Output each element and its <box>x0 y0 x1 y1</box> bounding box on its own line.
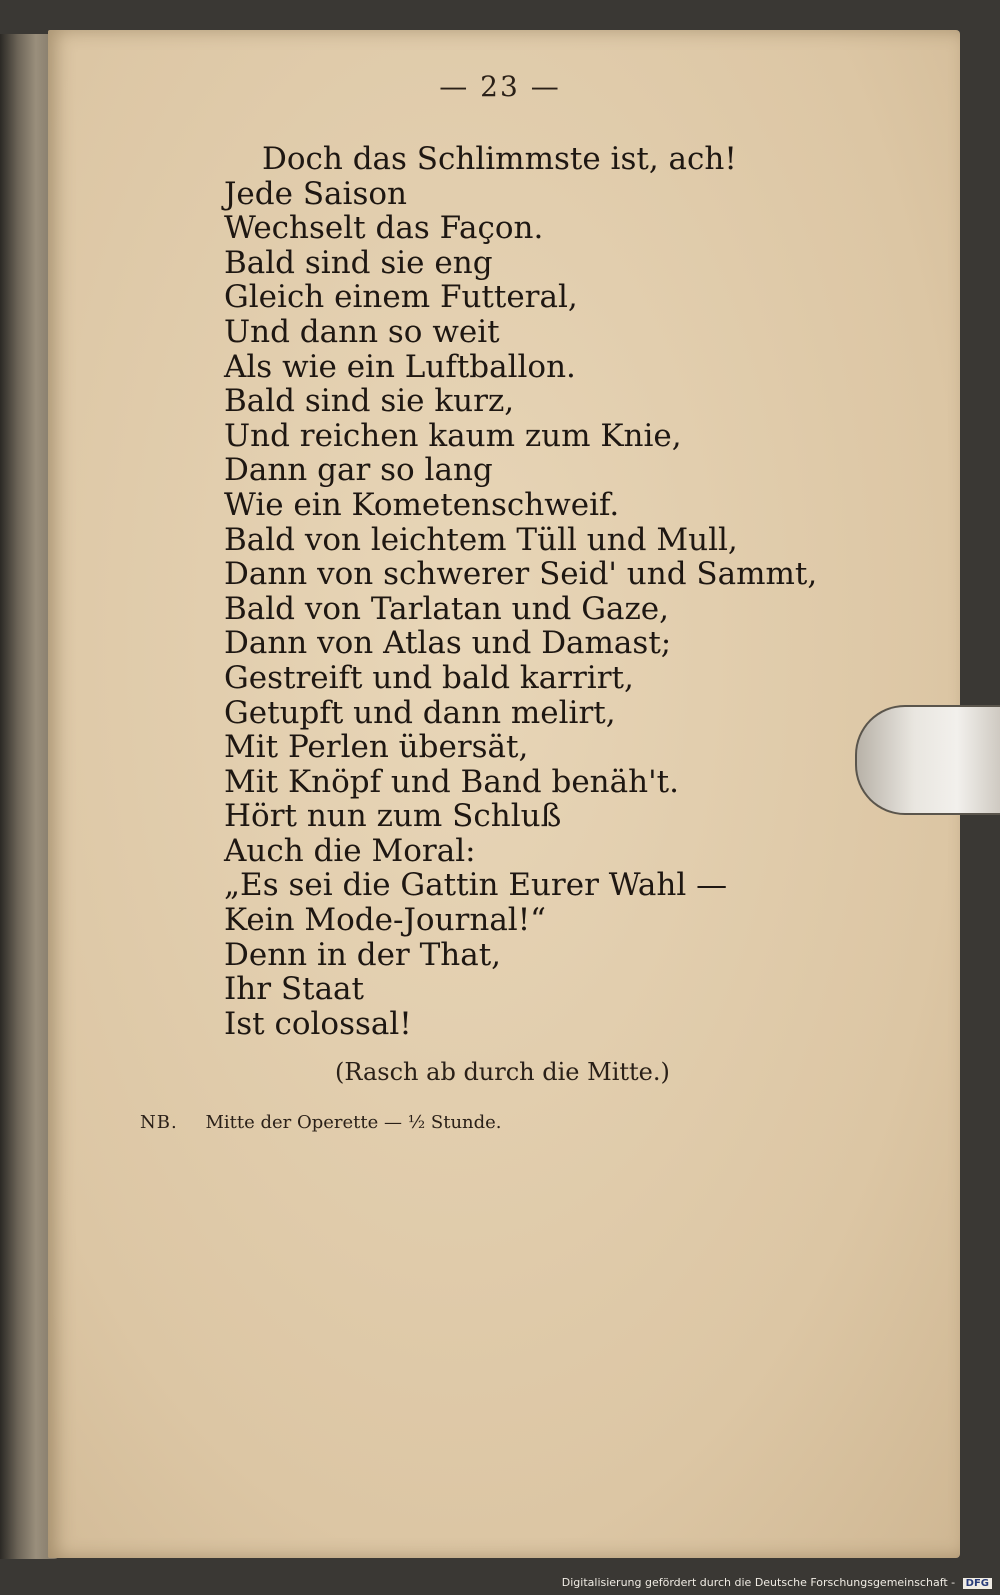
verse-line: Doch das Schlimmste ist, ach! <box>262 141 737 177</box>
verse-line: „Es sei die Gattin Eurer Wahl — <box>224 867 728 904</box>
verse-line: Ist colossal! <box>224 1005 412 1042</box>
footnote <box>140 1112 502 1133</box>
verse-line: Wie ein Kometenschweif. <box>224 486 620 523</box>
page-clip <box>855 705 1000 815</box>
verse-block <box>224 142 817 1041</box>
verse-line: Und reichen kaum zum Knie, <box>224 417 682 454</box>
verse-line: Dann gar so lang <box>224 452 493 489</box>
verse-line: Mit Perlen übersät, <box>224 729 529 766</box>
verse-line: Und dann so weit <box>224 313 500 350</box>
verse-line: Bald von Tarlatan und Gaze, <box>224 590 670 627</box>
verse-line: Bald sind sie kurz, <box>224 383 515 420</box>
verse-line: Bald von leichtem Tüll und Mull, <box>224 521 738 558</box>
footnote-text: Mitte der Operette — ½ Stunde. <box>205 1112 502 1133</box>
verse-line: Dann von Atlas und Damast; <box>224 625 672 662</box>
verse-line: Auch die Moral: <box>224 832 476 869</box>
verse-line: Mit Knöpf und Band benäh't. <box>224 763 679 800</box>
verse-line: Gleich einem Futteral, <box>224 279 578 316</box>
footnote-label: NB. <box>140 1112 178 1133</box>
verse-line: Gestreift und bald karrirt, <box>224 659 634 696</box>
verse-line: Jede Saison <box>224 175 407 212</box>
verse-line: Bald sind sie eng <box>224 244 493 281</box>
stage-direction: (Rasch ab durch die Mitte.) <box>335 1058 670 1086</box>
verse-line: Hört nun zum Schluß <box>224 798 562 835</box>
credit-text: Digitalisierung gefördert durch die Deutsche Forschungsgemeinschaft - <box>561 1576 956 1589</box>
verse-line: Kein Mode-Journal!“ <box>224 902 547 939</box>
verse-line: Ihr Staat <box>224 971 364 1008</box>
verse-line: Denn in der That, <box>224 936 502 973</box>
dfg-logo: DFG <box>963 1578 992 1589</box>
verse-line: Getupft und dann melirt, <box>224 694 616 731</box>
page-number: — 23 — <box>439 70 561 103</box>
verse-line: Wechselt das Façon. <box>224 210 544 247</box>
verse-line: Dann von schwerer Seid' und Sammt, <box>224 556 818 593</box>
digitization-credit <box>562 1576 992 1589</box>
verse-line: Als wie ein Luftballon. <box>224 348 576 385</box>
